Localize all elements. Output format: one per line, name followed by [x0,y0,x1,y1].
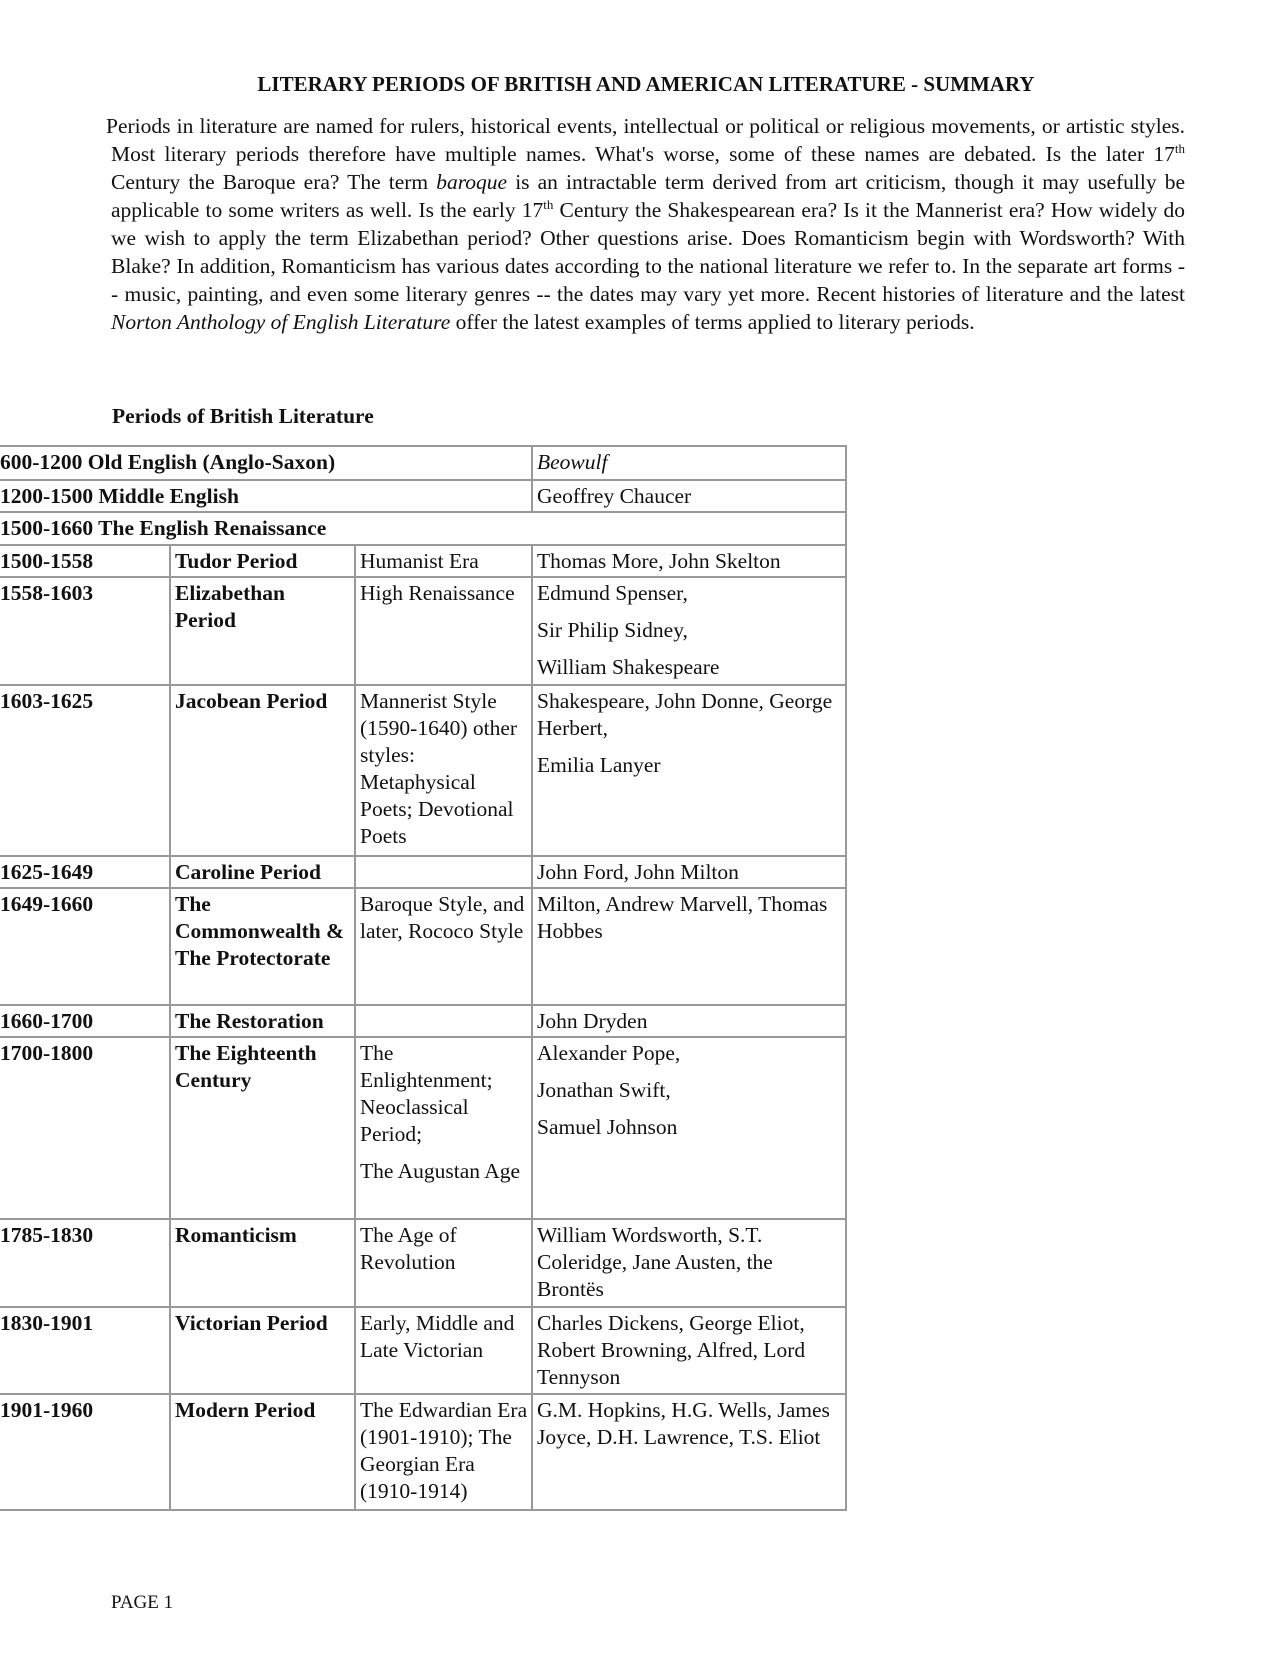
table-row [0,856,846,888]
dates-text: 1785-1830 [0,1223,94,1247]
intro-text: offer the latest examples of terms applied to literary periods. [450,310,975,334]
section-heading: Periods of British Literature [112,404,374,428]
authors-text: Sir Philip Sidney, [537,618,688,642]
dates-text: 1660-1700 [0,1009,94,1033]
period-name-cell [170,856,355,888]
document-title: LITERARY PERIODS OF BRITISH AND AMERICAN LITERATURE - SUMMARY [257,72,1035,96]
period-name-cell [170,577,355,685]
dates-cell [0,856,170,888]
authors-cell: Geoffrey Chaucer [532,480,846,512]
table-row [0,480,846,512]
period-name-text: Caroline Period [175,860,321,884]
period-name-cell [170,545,355,577]
authors-cell [532,1219,846,1307]
period-cell: 600-1200 Old English (Anglo-Saxon) [0,446,532,480]
style-cell [355,1037,532,1219]
authors-text: Emilia Lanyer [537,753,661,777]
period-name-cell [170,1037,355,1219]
dates-text: 1649-1660 [0,892,94,916]
period-name-text: Romanticism [175,1223,297,1247]
intro-text: is an intractable term derived from art criticism, though it may usefully be applicable to some writers as well. Is the early 17 [111,170,1185,222]
superscript: th [543,196,554,212]
style-cell [355,1394,532,1510]
style-text: Mannerist Style (1590-1640) other styles: Metaphysical Poets; Devotional Poets [360,689,518,848]
table-row [0,888,846,1005]
table-row [0,1005,846,1037]
dates-text: 1500-1558 [0,549,94,573]
period-name-cell [170,685,355,856]
dates-cell [0,1219,170,1307]
dates-cell [0,1394,170,1510]
authors-cell [532,1005,846,1037]
style-text: The Edwardian Era (1901-1910); The Georgian Era (1910-1914) [360,1398,528,1503]
style-text: Humanist Era [360,549,479,573]
intro-italic: baroque [436,170,508,194]
period-name-text: Jacobean Period [175,689,328,713]
authors-text: G.M. Hopkins, H.G. Wells, James Joyce, D.H. Lawrence, T.S. Eliot [537,1398,830,1449]
authors-cell [532,545,846,577]
style-text: The Age of Revolution [360,1223,457,1274]
intro-paragraph [106,112,1185,336]
dates-cell [0,577,170,685]
style-cell [355,1307,532,1394]
table-row [0,446,846,480]
authors-text: John Dryden [537,1009,648,1033]
style-cell [355,1219,532,1307]
authors-text: Milton, Andrew Marvell, Thomas Hobbes [537,892,828,943]
style-cell [355,888,532,1005]
period-name-cell [170,1219,355,1307]
authors-cell [532,577,846,685]
authors-cell [532,1394,846,1510]
style-text: The Augustan Age [360,1159,521,1183]
dates-text: 1901-1960 [0,1398,94,1422]
period-cell: 1200-1500 Middle English [0,480,532,512]
authors-cell [532,685,846,856]
style-text: High Renaissance [360,581,515,605]
dates-text: 1558-1603 [0,581,94,605]
periods-table [0,445,847,1511]
intro-italic: Norton Anthology of English Literature [111,310,451,334]
period-name-text: The Commonwealth & The Protectorate [175,892,344,970]
table-row [0,577,846,685]
authors-text: John Ford, John Milton [537,860,739,884]
style-cell [355,545,532,577]
authors-cell [532,856,846,888]
authors-text: Shakespeare, John Donne, George Herbert, [537,689,833,740]
authors-text: Jonathan Swift, [537,1078,671,1102]
authors-text: William Wordsworth, S.T. Coleridge, Jane Austen, the Brontës [537,1223,773,1301]
dates-cell [0,1005,170,1037]
period-cell: 1500-1660 The English Renaissance [0,512,846,545]
table-row [0,1307,846,1394]
intro-text: Century the Shakespearean era? Is it the Mannerist era? How widely do we wish to apply the term Elizabethan period? Other questions arise. Does Romanticism begin with Wordsworth? With Blake? In addition, Romanticism has various dates according to the national literature we refer to. In the separate art forms -- music, painting, and even some literary genres -- the dates may vary yet more. Recent histories of literature and the latest [111,198,1185,306]
authors-text: Alexander Pope, [537,1041,681,1065]
style-cell [355,685,532,856]
authors-text: Thomas More, John Skelton [537,549,781,573]
dates-cell [0,1307,170,1394]
page-number: PAGE 1 [111,1592,174,1613]
dates-text: 1830-1901 [0,1311,94,1335]
period-name-text: Elizabethan Period [175,581,285,632]
table-row [0,545,846,577]
table-row [0,1037,846,1219]
style-text: Baroque Style, and later, Rococo Style [360,892,525,943]
intro-text: Century the Baroque era? The term [111,170,437,194]
authors-cell: Beowulf [532,446,846,480]
authors-text: William Shakespeare [537,655,720,679]
intro-text: Periods in literature are named for rulers, historical events, intellectual or political or religious movements, or artistic styles. Most literary periods therefore have multiple names. What's worse, some of these names are debated. Is the later 17 [106,114,1185,166]
superscript: th [1174,140,1185,156]
period-name-text: The Eighteenth Century [175,1041,317,1092]
table-row [0,685,846,856]
authors-cell [532,1307,846,1394]
period-name-text: Modern Period [175,1398,316,1422]
period-name-cell [170,888,355,1005]
period-name-text: The Restoration [175,1009,324,1033]
dates-text: 1603-1625 [0,689,94,713]
style-cell [355,577,532,685]
dates-cell [0,888,170,1005]
style-text: The Enlightenment; Neoclassical Period; [360,1041,493,1146]
table-row [0,512,846,545]
style-cell [355,856,532,888]
period-name-text: Tudor Period [175,549,298,573]
authors-text: Charles Dickens, George Eliot, Robert Browning, Alfred, Lord Tennyson [537,1311,806,1389]
period-name-cell [170,1394,355,1510]
authors-text: Edmund Spenser, [537,581,688,605]
authors-cell [532,888,846,1005]
table-row [0,1219,846,1307]
dates-cell [0,685,170,856]
period-name-text: Victorian Period [175,1311,328,1335]
table-row [0,1394,846,1510]
dates-cell [0,1037,170,1219]
authors-cell [532,1037,846,1219]
dates-cell [0,545,170,577]
period-name-cell [170,1307,355,1394]
style-text: Early, Middle and Late Victorian [360,1311,515,1362]
dates-text: 1625-1649 [0,860,94,884]
period-name-cell [170,1005,355,1037]
style-cell [355,1005,532,1037]
authors-text: Samuel Johnson [537,1115,678,1139]
dates-text: 1700-1800 [0,1041,94,1065]
